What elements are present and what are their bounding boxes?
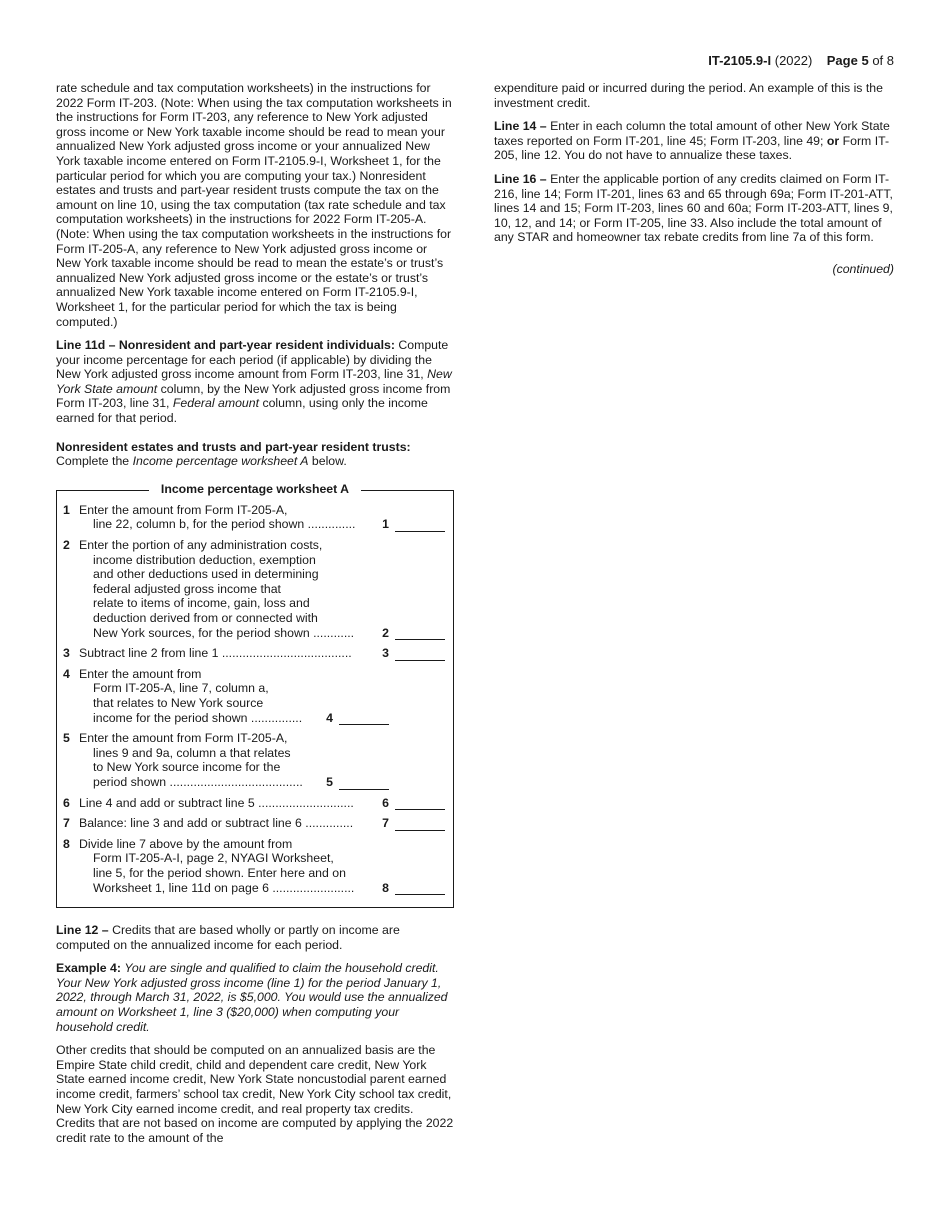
worksheet-entry-field[interactable] — [339, 711, 389, 725]
worksheet-line-number: 1 — [63, 502, 70, 517]
page-header — [708, 54, 894, 69]
estates-section — [56, 440, 454, 469]
worksheet-entry-label: 7 — [382, 816, 389, 831]
worksheet-line-continuation: and other deductions used in determining — [93, 567, 319, 582]
line14-or: or — [826, 133, 840, 148]
worksheet-line-number: 6 — [63, 795, 70, 810]
worksheet-line-first: Enter the amount from Form IT-205-A, — [79, 731, 288, 746]
worksheet-line-continuation: Form IT-205-A-I, page 2, NYAGI Worksheet, — [93, 851, 334, 866]
worksheet-line-8 — [63, 837, 445, 895]
worksheet-line-continuation: federal adjusted gross income that — [93, 581, 281, 596]
worksheet-line-number: 4 — [63, 666, 70, 681]
worksheet-entry-field[interactable] — [395, 518, 445, 532]
worksheet-line-number: 8 — [63, 836, 70, 851]
line11d-text-c: column, using only the income earned for that period. — [56, 396, 428, 426]
worksheet-line-first: Line 4 and add or subtract line 5 ............................ — [79, 795, 354, 810]
worksheet-entry-field[interactable] — [395, 796, 445, 810]
worksheet-entry-label: 8 — [382, 880, 389, 895]
worksheet-entry-2[interactable] — [382, 626, 445, 641]
worksheet-entry-label: 1 — [382, 517, 389, 532]
worksheet-line-continuation: deduction derived from or connected with — [93, 611, 318, 625]
line11d-italic-a: New York State amount — [56, 367, 452, 396]
worksheet-line-6 — [63, 796, 445, 811]
line16-text: Enter the applicable portion of any credits claimed on Form IT-216, line 14; Form IT-201, lines 63 and 65 through 69a; Form IT-201-ATT, lines 14 and 15; Form IT-203, lines 60 and 60a; Form IT-203-ATT, lines 9, 10, 12, and 14; or Form IT-205, line 33. Also include the total amount of any STAR and homeowner tax rebate credits from line 7a of this form. — [494, 171, 893, 245]
estates-text-a: Complete the — [56, 454, 130, 469]
worksheet-entry-label: 3 — [382, 646, 389, 661]
worksheet-line-text — [79, 667, 445, 725]
line12-text: Credits that are based wholly or partly on income are computed on the annualized income for each period. — [56, 923, 400, 952]
worksheet-entry-3[interactable] — [382, 646, 445, 661]
worksheet-line-number: 7 — [63, 816, 70, 831]
worksheet-line-continuation: Form IT-205-A, line 7, column a, — [93, 681, 269, 696]
worksheet-line-3 — [63, 646, 445, 661]
example4-section — [56, 961, 454, 1034]
estates-heading: Nonresident estates and trusts and part-year resident trusts: — [56, 439, 411, 454]
form-id: IT-2105.9-I — [708, 53, 772, 68]
worksheet-entry-field[interactable] — [339, 776, 389, 790]
worksheet-line-continuation: lines 9 and 9a, column a that relates — [93, 745, 291, 760]
worksheet-line-continuation: income distribution deduction, exemption — [93, 552, 316, 567]
line12-heading: Line 12 – — [56, 923, 109, 938]
right-column — [494, 81, 894, 277]
worksheet-line-continuation: income for the period shown ............... — [93, 710, 303, 725]
worksheet-entry-label: 4 — [326, 710, 333, 725]
worksheet-entry-field[interactable] — [395, 647, 445, 661]
worksheet-entry-field[interactable] — [395, 817, 445, 831]
worksheet-line-first: Balance: line 3 and add or subtract line 6 .............. — [79, 816, 354, 831]
worksheet-entry-label: 5 — [326, 774, 333, 789]
worksheet-line-continuation: to New York source income for the — [93, 760, 281, 775]
worksheet-line-5 — [63, 731, 445, 789]
worksheet-line-continuation: relate to items of income, gain, loss and — [93, 596, 310, 611]
line11d-section — [56, 338, 454, 426]
line11d-italic-b: Federal amount — [172, 396, 260, 411]
worksheet-line-2 — [63, 538, 445, 640]
page-total: of 8 — [872, 53, 894, 68]
worksheet-entry-7[interactable] — [382, 816, 445, 831]
example4-text: You are single and qualified to claim the household credit. Your New York adjusted gross income (line 1) for the period January 1, 2022, through March 31, 2022, is $5,000. You would use the annualized amount on Worksheet 1, line 3 ($20,000) when computing your household credit. — [56, 961, 448, 1034]
worksheet-lines — [63, 503, 445, 895]
page-label: Page 5 — [826, 53, 869, 68]
worksheet-entry-1[interactable] — [382, 517, 445, 532]
line14-text-a: Enter in each column the total amount of other New York State taxes reported on Form IT-201, line 45; Form IT-203, line 49; — [494, 119, 890, 148]
income-percentage-worksheet — [56, 481, 454, 908]
estates-text-b: below. — [311, 454, 347, 469]
worksheet-line-continuation: period shown ....................................... — [93, 774, 303, 789]
worksheet-line-first: Enter the amount from Form IT-205-A, — [79, 502, 288, 517]
worksheet-line-continuation: line 22, column b, for the period shown .............. — [93, 517, 356, 532]
line14-heading: Line 14 – — [494, 119, 547, 134]
form-year: (2022) — [774, 53, 813, 68]
worksheet-line-continuation: Worksheet 1, line 11d on page 6 ........................ — [93, 880, 355, 895]
worksheet-entry-field[interactable] — [395, 626, 445, 640]
worksheet-line-7 — [63, 816, 445, 831]
continued-note: (continued) — [832, 261, 894, 276]
worksheet-line-first: Subtract line 2 from line 1 ...................................... — [79, 646, 352, 661]
worksheet-line-continuation: line 5, for the period shown. Enter here and on — [93, 865, 346, 880]
worksheet-line-number: 3 — [63, 646, 70, 661]
worksheet-line-first: Enter the portion of any administration costs, — [79, 538, 323, 553]
worksheet-entry-field[interactable] — [395, 881, 445, 895]
worksheet-entry-label: 6 — [382, 795, 389, 810]
worksheet-entry-8[interactable] — [382, 881, 445, 896]
line11d-heading: Line 11d – Nonresident and part-year resident individuals: — [56, 338, 395, 353]
line14-text-b: Form IT-205, line 12. You do not have to annualize these taxes. — [494, 133, 890, 163]
worksheet-title: Income percentage worksheet A — [57, 482, 453, 497]
worksheet-entry-5[interactable] — [326, 775, 389, 790]
line14-section — [494, 119, 894, 163]
worksheet-line-text — [79, 731, 445, 789]
other-credits-paragraph: Other credits that should be computed on an annualized basis are the Empire State child credit, child and dependent care credit, New York State earned income credit, New York State noncustodial parent earned income credit, farmers’ school tax credit, New York City school tax credit, New York City earned income credit, and real property tax credits. Credits that are not based on income are computed by applying the 2022 credit rate to the amount of the — [56, 1043, 454, 1145]
continuation-paragraph: expenditure paid or incurred during the period. An example of this is the investment credit. — [494, 81, 883, 110]
worksheet-line-first: Enter the amount from — [79, 666, 202, 681]
worksheet-line-number: 2 — [63, 538, 70, 553]
line16-heading: Line 16 – — [494, 171, 547, 186]
intro-paragraph: rate schedule and tax computation worksheets) in the instructions for 2022 Form IT-203. (Note: When using the tax computation worksheets in the instructions for Form IT-203, any reference to New York adjusted gross income or New York taxable income should be read to mean your annualized New York adjusted gross income or your annualized New York taxable income entered on Form IT-2105.9-I, Worksheet 1, for the particular period for which you are computing your tax.) Nonresident estates and trusts and part-year resident trusts compute the tax on the amount on line 10, using the tax computation (tax rate schedule and tax computation worksheets) in the instructions for 2022 Form IT-205-A. (Note: When using the tax computation worksheets in the instructions for Form IT-205-A, any reference to New York adjusted gross income or New York taxable income should be read to mean the estate’s or trust’s annualized New York adjusted gross income or the estate’s or trust’s annualized New York taxable income entered on Form IT-2105.9-I, Worksheet 1, for the particular period for which the tax is being computed.) — [56, 81, 452, 329]
worksheet-entry-4[interactable] — [326, 711, 389, 726]
left-column — [56, 81, 454, 1154]
worksheet-entry-label: 2 — [382, 625, 389, 640]
worksheet-line-continuation: that relates to New York source — [93, 695, 264, 710]
worksheet-line-1 — [63, 503, 445, 532]
worksheet-line-4 — [63, 667, 445, 725]
line11d-text-b: column, by the New York adjusted gross income from Form IT-203, line 31, — [56, 381, 451, 411]
line16-section — [494, 172, 894, 245]
line12-section — [56, 923, 454, 952]
estates-italic: Income percentage worksheet A — [132, 454, 309, 469]
line11d-text-a: Compute your income percentage for each period (if applicable) by dividing the New York adjusted gross income amount from Form IT-203, line 31, — [56, 338, 449, 382]
worksheet-line-first: Divide line 7 above by the amount from — [79, 836, 293, 851]
worksheet-line-number: 5 — [63, 731, 70, 746]
worksheet-line-continuation: New York sources, for the period shown ............ — [93, 625, 355, 640]
example4-heading: Example 4: — [56, 961, 121, 976]
worksheet-entry-6[interactable] — [382, 796, 445, 811]
